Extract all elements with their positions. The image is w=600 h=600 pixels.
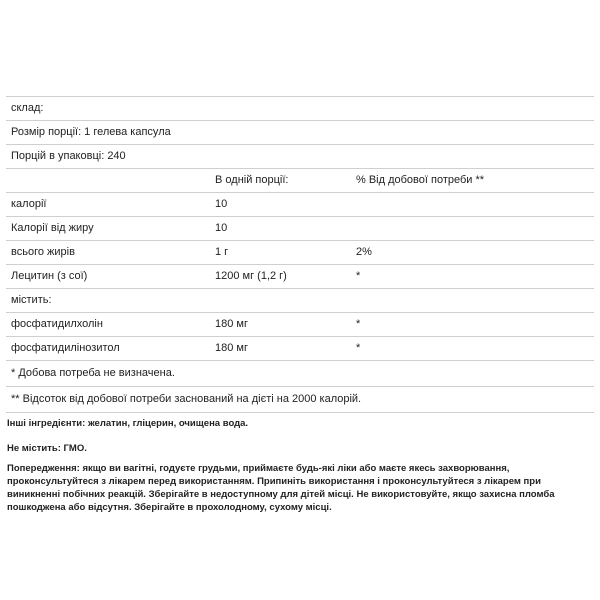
contains-daily-value: *	[356, 318, 361, 330]
supplement-facts-panel	[6, 96, 594, 514]
nutrient-name: Лецитин (з сої)	[11, 270, 88, 282]
servings-per-container: Порцій в упаковці: 240	[11, 150, 126, 162]
nutrient-row	[6, 241, 594, 265]
contains-label: містить:	[11, 294, 52, 306]
warning-text: Попередження: якщо ви вагітні, годуєте грудьми, приймаєте будь-які ліки або маєте якесь захворювання, проконсультуйтеся з лікарем перед використанням. Припиніть використання і проконсультуйтеся з лікарем при виникненні побічних реакцій. Зберігайте в недоступному для дітей місці. Не використовуйте, якщо захисна пломба пошкоджена або відсутня. Зберігайте в прохолодному, сухому місці.	[7, 463, 555, 513]
nutrient-daily-value: 2%	[356, 246, 372, 258]
contains-label-row	[6, 289, 594, 313]
per-serving-header: В одній порції:	[215, 174, 289, 186]
nutrient-name: всього жирів	[11, 246, 75, 258]
contains-name: фосфатидилхолін	[11, 318, 103, 330]
footnote-percent-basis: ** Відсоток від добової потреби заснований на дієті на 2000 калорій.	[11, 393, 362, 405]
nutrient-name: Калорії від жиру	[11, 222, 94, 234]
facts-title-row	[6, 96, 594, 121]
label-notes	[6, 417, 594, 514]
serving-size-row	[6, 121, 594, 145]
nutrient-row	[6, 193, 594, 217]
contains-daily-value: *	[356, 342, 361, 354]
nutrient-row	[6, 265, 594, 289]
contains-row	[6, 337, 594, 361]
nutrient-amount: 1 г	[215, 246, 229, 258]
facts-title: склад:	[11, 102, 44, 114]
contains-row	[6, 313, 594, 337]
nutrient-row	[6, 217, 594, 241]
nutrient-daily-value: *	[356, 270, 361, 282]
contains-name: фосфатидилінозитол	[11, 342, 120, 354]
column-header-row	[6, 169, 594, 193]
other-ingredients: Інші інгредієнти: желатин, гліцерин, очищена вода.	[7, 418, 249, 429]
servings-per-container-row	[6, 145, 594, 169]
nutrient-amount: 10	[215, 222, 228, 234]
contains-amount: 180 мг	[215, 318, 248, 330]
serving-size: Розмір порції: 1 гелева капсула	[11, 126, 171, 138]
footnote-row	[6, 387, 594, 413]
nutrient-name: калорії	[11, 198, 47, 210]
nutrient-amount: 1200 мг (1,2 г)	[215, 270, 287, 282]
contains-amount: 180 мг	[215, 342, 248, 354]
nutrient-amount: 10	[215, 198, 228, 210]
footnote-dv-not-established: * Добова потреба не визначена.	[11, 367, 175, 379]
daily-value-header: % Від добової потреби **	[356, 174, 485, 186]
footnote-row	[6, 361, 594, 387]
does-not-contain: Не містить: ГМО.	[7, 443, 87, 454]
